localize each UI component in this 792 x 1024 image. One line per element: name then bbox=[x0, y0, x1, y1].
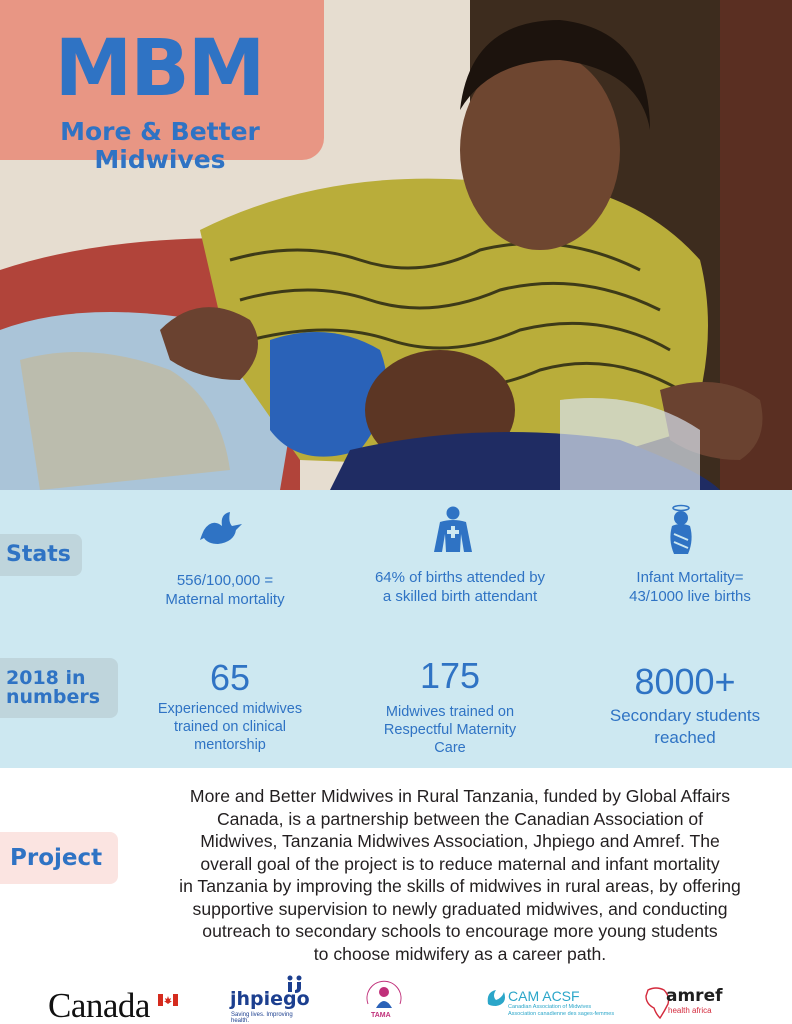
page-title: MBM bbox=[54, 24, 264, 114]
stat-infant-mortality bbox=[590, 568, 790, 606]
jhpiego-logo: jhpiego bbox=[230, 988, 310, 1010]
number-desc-line: mentorship bbox=[194, 737, 266, 753]
dove-icon bbox=[200, 510, 244, 548]
number-desc bbox=[580, 705, 790, 749]
cam-acsf-logo: CAM ACSF bbox=[508, 988, 580, 1004]
amref-logo: amref bbox=[666, 986, 723, 1006]
number-desc-line: reached bbox=[654, 728, 716, 747]
number-desc-line: Midwives trained on bbox=[385, 704, 515, 720]
stat-maternal-mortality bbox=[130, 571, 320, 609]
project-label: Project bbox=[0, 832, 118, 884]
canada-flag-icon bbox=[158, 994, 178, 1006]
tama-logo-icon bbox=[362, 974, 406, 1012]
page-subtitle bbox=[40, 118, 280, 174]
birth-attendant-icon bbox=[432, 506, 474, 554]
stat-line: 64% of births attended by bbox=[374, 569, 546, 586]
project-line: Canada, is a partnership between the Canadian Association of bbox=[216, 808, 704, 829]
stat-line: 43/1000 live births bbox=[629, 588, 751, 605]
number-desc-line: Experienced midwives bbox=[157, 701, 303, 717]
partner-logos bbox=[0, 972, 792, 1024]
stat-line: Infant Mortality= bbox=[636, 569, 744, 586]
cam-tagline bbox=[508, 1004, 638, 1018]
project-line: supportive supervision to newly graduated midwives, and conducting bbox=[192, 898, 728, 919]
swaddled-baby-icon bbox=[666, 504, 696, 556]
cam-tagline-line: Association canadienne des sages-femmes bbox=[508, 1011, 615, 1017]
number-desc-line: Care bbox=[434, 740, 466, 756]
cam-logo-icon bbox=[484, 986, 508, 1008]
number-desc-line: trained on clinical bbox=[173, 719, 287, 735]
number-secondary-students: 8000+ bbox=[634, 661, 736, 702]
subtitle-line: More & Better bbox=[60, 117, 260, 146]
project-description bbox=[120, 785, 792, 965]
stat-skilled-attendant bbox=[335, 568, 585, 606]
project-line: More and Better Midwives in Rural Tanzania, funded by Global Affairs bbox=[189, 786, 731, 806]
stat-line: Maternal mortality bbox=[165, 591, 285, 608]
canada-logo: Canada bbox=[48, 986, 150, 1024]
project-line: in Tanzania by improving the skills of midwives in rural areas, by offering bbox=[179, 876, 741, 896]
numbers-label-line: numbers bbox=[6, 686, 101, 708]
tama-logo: TAMA bbox=[371, 1012, 391, 1019]
project-line: Midwives, Tanzania Midwives Association, Jhpiego and Amref. The bbox=[200, 831, 720, 851]
number-desc bbox=[130, 700, 330, 754]
amref-tagline: health africa bbox=[668, 1006, 712, 1015]
project-line: outreach to secondary schools to encourage more young students bbox=[202, 921, 718, 941]
number-experienced-midwives: 65 bbox=[209, 657, 251, 698]
hero-photo-section bbox=[0, 0, 792, 490]
jhpiego-tagline: Saving lives. Improving health. bbox=[231, 1012, 293, 1024]
number-desc bbox=[345, 703, 555, 757]
stats-label: Stats bbox=[0, 534, 82, 576]
numbers-label-line: 2018 in bbox=[6, 667, 86, 689]
stat-line: a skilled birth attendant bbox=[382, 588, 538, 605]
project-line: to choose midwifery as a career path. bbox=[313, 943, 607, 964]
number-desc-line: Respectful Maternity bbox=[383, 722, 517, 738]
number-desc-line: Secondary students bbox=[609, 706, 761, 725]
project-line: overall goal of the project is to reduce maternal and infant mortality bbox=[200, 853, 720, 874]
stat-line: 556/100,000 = bbox=[176, 572, 274, 589]
numbers-label bbox=[0, 658, 118, 718]
cam-tagline-line: Canadian Association of Midwives bbox=[508, 1004, 592, 1010]
stats-band bbox=[0, 490, 792, 768]
subtitle-line: Midwives bbox=[94, 145, 226, 174]
number-respectful-care: 175 bbox=[419, 655, 481, 696]
